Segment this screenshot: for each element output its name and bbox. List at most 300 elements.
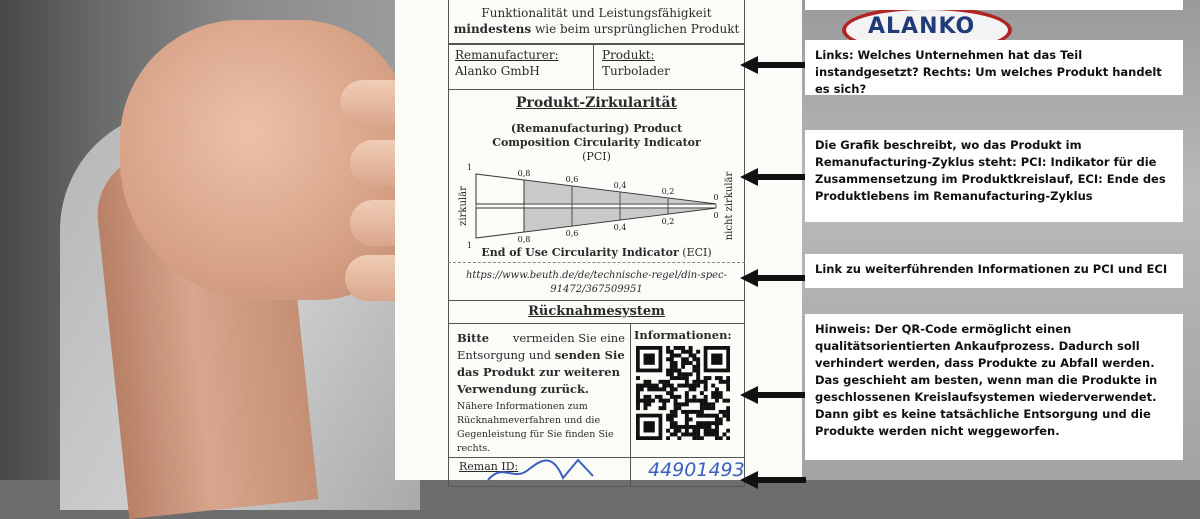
- qr-module: [685, 410, 689, 414]
- qr-module: [704, 429, 708, 433]
- qr-module: [715, 399, 719, 403]
- qr-module: [692, 429, 696, 433]
- qr-module: [677, 346, 681, 350]
- qr-module: [711, 421, 715, 425]
- qr-module: [674, 410, 678, 414]
- arrow-left-icon: [740, 167, 806, 187]
- takeback-detail-1: Nähere Informationen zum: [457, 401, 588, 412]
- qr-module: [696, 365, 700, 369]
- qr-module: [677, 429, 681, 433]
- qr-module: [677, 354, 681, 358]
- qr-module: [722, 410, 726, 414]
- qr-module: [644, 380, 648, 384]
- qr-module: [681, 402, 685, 406]
- qr-module: [674, 354, 678, 358]
- qr-module: [677, 376, 681, 380]
- qr-module: [685, 376, 689, 380]
- takeback-text-2: Entsorgung und: [457, 348, 552, 362]
- qr-module: [692, 399, 696, 403]
- qr-module: [704, 425, 708, 429]
- product-label: Produkt:: [602, 48, 655, 62]
- qr-module: [640, 384, 644, 388]
- qr-module: [655, 387, 659, 391]
- qr-module: [666, 346, 670, 350]
- qr-module: [670, 410, 674, 414]
- qr-module: [677, 402, 681, 406]
- qr-module: [651, 384, 655, 388]
- qr-module: [685, 384, 689, 388]
- takeback-row-4: [457, 381, 625, 398]
- qr-module: [704, 406, 708, 410]
- qr-module: [704, 402, 708, 406]
- qr-module: [689, 425, 693, 429]
- qr-module: [685, 391, 689, 395]
- eci-abbrev: (ECI): [682, 246, 712, 259]
- eci-tick-label: 0,8: [517, 235, 531, 244]
- qr-module: [666, 414, 670, 418]
- qr-module: [700, 425, 704, 429]
- qr-module: [696, 369, 700, 373]
- qr-module: [662, 384, 666, 388]
- qr-module: [700, 391, 704, 395]
- qr-module: [670, 357, 674, 361]
- qr-module: [719, 417, 723, 421]
- header-line-2: [448, 22, 745, 36]
- qr-module: [644, 395, 648, 399]
- qr-module: [692, 425, 696, 429]
- qr-module: [692, 410, 696, 414]
- qr-module: [662, 402, 666, 406]
- qr-module: [726, 376, 730, 380]
- qr-module: [726, 436, 730, 440]
- qr-module: [681, 361, 685, 365]
- qr-module: [715, 429, 719, 433]
- pci-tick-label: 0: [713, 193, 719, 202]
- qr-module: [674, 414, 678, 418]
- pci-tick-label: 0,2: [661, 187, 675, 196]
- qr-module: [636, 387, 640, 391]
- qr-module: [670, 421, 674, 425]
- qr-module: [670, 354, 674, 358]
- qr-module: [640, 399, 644, 403]
- takeback-instructions: [457, 330, 625, 398]
- eci-tick-label: 1: [466, 241, 472, 250]
- remanufacturer-value: Alanko GmbH: [455, 64, 540, 78]
- qr-module: [674, 346, 678, 350]
- takeback-title: Rücknahmesystem: [528, 304, 665, 319]
- qr-module: [685, 429, 689, 433]
- qr-module: [689, 372, 693, 376]
- takeback-row-2: [457, 347, 625, 364]
- pci-abbrev: (PCI): [582, 150, 611, 163]
- qr-module: [715, 376, 719, 380]
- qr-module: [647, 387, 651, 391]
- label-content: [448, 0, 745, 480]
- qr-module: [719, 395, 723, 399]
- qr-module: [670, 376, 674, 380]
- qr-module: [689, 387, 693, 391]
- takeback-detail-4: rechts.: [457, 443, 491, 454]
- header-emphasis: mindestens: [453, 22, 532, 36]
- qr-module: [681, 410, 685, 414]
- qr-module: [666, 369, 670, 373]
- qr-module: [707, 402, 711, 406]
- qr-module: [700, 402, 704, 406]
- takeback-text-1: vermeiden Sie eine: [512, 331, 625, 345]
- reference-link-line-2[interactable]: 91472/367509951: [550, 284, 643, 295]
- qr-module: [711, 429, 715, 433]
- qr-module: [726, 410, 730, 414]
- qr-module: [696, 429, 700, 433]
- qr-module: [674, 387, 678, 391]
- takeback-details: [457, 400, 625, 456]
- qr-module: [726, 399, 730, 403]
- qr-module: [685, 402, 689, 406]
- qr-module: [636, 376, 640, 380]
- qr-module: [711, 384, 715, 388]
- qr-module: [696, 410, 700, 414]
- qr-module: [711, 432, 715, 436]
- qr-module: [655, 384, 659, 388]
- qr-module: [704, 380, 708, 384]
- qr-module: [681, 384, 685, 388]
- qr-module: [696, 399, 700, 403]
- qr-module: [644, 399, 648, 403]
- qr-module: [692, 354, 696, 358]
- qr-module: [689, 432, 693, 436]
- qr-module: [685, 395, 689, 399]
- pci-title-line-2: Composition Circularity Indicator: [492, 136, 701, 149]
- qr-module: [681, 365, 685, 369]
- qr-module: [685, 350, 689, 354]
- qr-module: [677, 369, 681, 373]
- qr-module: [670, 425, 674, 429]
- qr-module: [692, 384, 696, 388]
- qr-module: [696, 436, 700, 440]
- qr-module: [677, 406, 681, 410]
- qr-module: [719, 380, 723, 384]
- qr-module: [692, 369, 696, 373]
- pci-title-line-1: (Remanufacturing) Product: [510, 122, 683, 135]
- qr-module: [700, 421, 704, 425]
- qr-module: [666, 429, 670, 433]
- qr-module: [704, 421, 708, 425]
- takeback-bold-return: Verwendung zurück.: [457, 382, 589, 396]
- annotation-remanufacturer: Links: Welches Unternehmen hat das Teil instandgesetzt? Rechts: Um welches Produkt handelt es sich?: [805, 40, 1183, 95]
- qr-module: [719, 436, 723, 440]
- qr-code[interactable]: [636, 346, 730, 440]
- qr-module: [659, 380, 663, 384]
- qr-module: [715, 432, 719, 436]
- pci-tick-label: 1: [466, 163, 472, 172]
- qr-module: [685, 425, 689, 429]
- qr-module: [692, 365, 696, 369]
- qr-module: [659, 406, 663, 410]
- qr-module: [685, 414, 689, 418]
- annotation-top-strip: [805, 0, 1183, 10]
- qr-module: [689, 384, 693, 388]
- header-line-2-rest: wie beim ursprünglichen Produkt: [534, 22, 740, 36]
- qr-module: [674, 406, 678, 410]
- qr-module: [685, 417, 689, 421]
- qr-module: [681, 376, 685, 380]
- qr-module: [674, 369, 678, 373]
- qr-module: [666, 399, 670, 403]
- qr-module: [711, 395, 715, 399]
- qr-module: [670, 350, 674, 354]
- qr-module: [704, 399, 708, 403]
- qr-module: [689, 417, 693, 421]
- qr-module: [662, 380, 666, 384]
- qr-module: [636, 395, 640, 399]
- qr-module: [696, 372, 700, 376]
- qr-module: [696, 350, 700, 354]
- qr-module: [644, 402, 648, 406]
- qr-module: [715, 417, 719, 421]
- reference-link-line-1[interactable]: https://www.beuth.de/de/technische-regel/din-spec-: [465, 270, 728, 281]
- qr-module: [677, 425, 681, 429]
- reman-id-handwritten: 44901493: [648, 459, 745, 481]
- qr-module: [719, 410, 723, 414]
- qr-module: [674, 432, 678, 436]
- qr-module: [666, 350, 670, 354]
- qr-module: [685, 380, 689, 384]
- qr-module: [715, 414, 719, 418]
- qr-module: [670, 395, 674, 399]
- qr-module: [644, 406, 648, 410]
- qr-module: [726, 387, 730, 391]
- qr-module: [711, 406, 715, 410]
- qr-module: [674, 376, 678, 380]
- qr-finder-pattern: [644, 354, 655, 365]
- annotation-link: Link zu weiterführenden Informationen zu PCI und ECI: [805, 254, 1183, 288]
- eci-title-bold: End of Use Circularity Indicator: [481, 246, 679, 259]
- arrow-left-icon: [740, 268, 806, 288]
- qr-module: [704, 432, 708, 436]
- qr-module: [696, 425, 700, 429]
- pci-tick-label: 0,8: [517, 169, 531, 178]
- qr-module: [674, 365, 678, 369]
- qr-module: [685, 357, 689, 361]
- qr-module: [666, 380, 670, 384]
- qr-module: [692, 357, 696, 361]
- product-value: Turbolader: [602, 64, 670, 78]
- qr-module: [704, 387, 708, 391]
- qr-module: [647, 384, 651, 388]
- takeback-bold-please: Bitte: [457, 331, 490, 345]
- qr-module: [666, 384, 670, 388]
- qr-module: [666, 417, 670, 421]
- qr-module: [636, 406, 640, 410]
- qr-module: [662, 387, 666, 391]
- qr-module: [670, 391, 674, 395]
- qr-module: [696, 361, 700, 365]
- annotation-circularity: Die Grafik beschreibt, wo das Produkt im Remanufacturing-Zyklus steht: PCI: Indikator für die Zusammensetzung im Produktkreislauf, ECI: Ende des Produktlebens im Remanufacturing-Zyklus: [805, 130, 1183, 222]
- qr-module: [707, 425, 711, 429]
- qr-module: [681, 432, 685, 436]
- qr-module: [700, 380, 704, 384]
- qr-module: [696, 432, 700, 436]
- qr-module: [707, 376, 711, 380]
- takeback-row-1: [457, 330, 625, 347]
- qr-module: [689, 399, 693, 403]
- qr-module: [715, 436, 719, 440]
- qr-module: [636, 384, 640, 388]
- arrow-left-icon: [740, 385, 806, 405]
- circularity-title: Produkt-Zirkularität: [515, 95, 678, 111]
- signature-scribble: [483, 452, 603, 482]
- qr-module: [689, 350, 693, 354]
- qr-module: [666, 357, 670, 361]
- section-divider: [448, 262, 745, 263]
- qr-module: [636, 402, 640, 406]
- left-axis-label: zirkulär: [458, 186, 469, 226]
- pci-tick-label: 0,4: [613, 181, 627, 190]
- arrow-left-icon: [740, 470, 806, 490]
- qr-module: [726, 417, 730, 421]
- qr-module: [674, 402, 678, 406]
- takeback-bold-send: senden Sie: [554, 348, 625, 362]
- qr-module: [719, 376, 723, 380]
- qr-module: [700, 436, 704, 440]
- qr-module: [707, 429, 711, 433]
- qr-module: [674, 361, 678, 365]
- qr-module: [647, 402, 651, 406]
- qr-module: [655, 395, 659, 399]
- qr-module: [707, 414, 711, 418]
- qr-module: [670, 369, 674, 373]
- qr-module: [647, 380, 651, 384]
- qr-module: [681, 350, 685, 354]
- qr-module: [707, 421, 711, 425]
- qr-module: [681, 372, 685, 376]
- qr-module: [715, 425, 719, 429]
- qr-module: [715, 395, 719, 399]
- qr-module: [696, 357, 700, 361]
- qr-module: [719, 391, 723, 395]
- qr-module: [677, 395, 681, 399]
- header-line-1: Funktionalität und Leistungsfähigkeit: [481, 6, 712, 20]
- qr-module: [685, 361, 689, 365]
- qr-module: [692, 436, 696, 440]
- qr-finder-pattern: [711, 354, 722, 365]
- qr-module: [662, 399, 666, 403]
- qr-module: [711, 391, 715, 395]
- qr-module: [707, 432, 711, 436]
- qr-module: [704, 414, 708, 418]
- qr-module: [711, 402, 715, 406]
- qr-module: [722, 414, 726, 418]
- qr-module: [674, 425, 678, 429]
- brand-logo-text: ALANKO: [868, 14, 976, 39]
- qr-module: [726, 406, 730, 410]
- qr-module: [700, 406, 704, 410]
- eci-title: [448, 246, 745, 259]
- qr-module: [704, 376, 708, 380]
- qr-module: [670, 387, 674, 391]
- qr-module: [670, 384, 674, 388]
- qr-module: [692, 380, 696, 384]
- qr-module: [670, 414, 674, 418]
- qr-module: [726, 384, 730, 388]
- qr-module: [647, 399, 651, 403]
- qr-module: [689, 346, 693, 350]
- qr-module: [666, 391, 670, 395]
- qr-module: [726, 429, 730, 433]
- qr-module: [685, 421, 689, 425]
- qr-module: [644, 384, 648, 388]
- circularity-chart: [448, 160, 745, 250]
- eci-tick-label: 0,2: [661, 217, 675, 226]
- qr-module: [674, 429, 678, 433]
- qr-module: [685, 399, 689, 403]
- takeback-bold-product: das Produkt zur weiteren: [457, 365, 620, 379]
- qr-module: [692, 432, 696, 436]
- qr-module: [692, 395, 696, 399]
- qr-module: [651, 387, 655, 391]
- info-label: Informationen:: [634, 328, 732, 342]
- qr-module: [692, 387, 696, 391]
- remanufacturer-label: Remanufacturer:: [455, 48, 559, 62]
- qr-module: [704, 384, 708, 388]
- qr-module: [670, 432, 674, 436]
- qr-module: [704, 395, 708, 399]
- qr-module: [711, 414, 715, 418]
- qr-module: [670, 365, 674, 369]
- qr-module: [659, 387, 663, 391]
- qr-module: [685, 372, 689, 376]
- qr-module: [707, 406, 711, 410]
- qr-module: [715, 421, 719, 425]
- qr-module: [674, 421, 678, 425]
- qr-module: [677, 384, 681, 388]
- eci-tick-label: 0,6: [565, 229, 579, 238]
- qr-module: [666, 436, 670, 440]
- qr-finder-pattern: [644, 421, 655, 432]
- qr-module: [640, 387, 644, 391]
- qr-module: [689, 354, 693, 358]
- qr-module: [636, 399, 640, 403]
- qr-module: [670, 417, 674, 421]
- qr-module: [659, 399, 663, 403]
- qr-module: [659, 395, 663, 399]
- qr-module: [666, 372, 670, 376]
- qr-module: [689, 361, 693, 365]
- reman-id-label: Reman ID:: [459, 460, 519, 473]
- eci-tick-label: 0,4: [613, 223, 627, 232]
- annotation-qr-code: Hinweis: Der QR-Code ermöglicht einen qualitätsorientierten Ankaufprozess. Dadurch soll verhindert werden, dass Produkte zu Abfall werden. Das geschieht am besten, wenn man die Produkte in geschlossenen Kreislaufsystemen wiederverwendet. Dann gibt es keine tatsächliche Entsorgung und die Produkte werden nicht weggeworfen.: [805, 314, 1183, 460]
- qr-module: [674, 399, 678, 403]
- qr-module: [715, 391, 719, 395]
- takeback-detail-3: Gegenleistung für Sie finden Sie: [457, 429, 614, 440]
- qr-module: [689, 410, 693, 414]
- qr-module: [700, 410, 704, 414]
- qr-module: [670, 372, 674, 376]
- eci-tick-label: 0: [713, 211, 719, 220]
- qr-module: [715, 387, 719, 391]
- arrow-left-icon: [740, 55, 806, 75]
- qr-module: [636, 391, 640, 395]
- qr-module: [722, 399, 726, 403]
- takeback-row-3: [457, 364, 625, 381]
- qr-module: [677, 436, 681, 440]
- qr-module: [726, 414, 730, 418]
- qr-module: [700, 414, 704, 418]
- qr-module: [662, 406, 666, 410]
- qr-module: [700, 399, 704, 403]
- qr-module: [696, 380, 700, 384]
- qr-module: [696, 384, 700, 388]
